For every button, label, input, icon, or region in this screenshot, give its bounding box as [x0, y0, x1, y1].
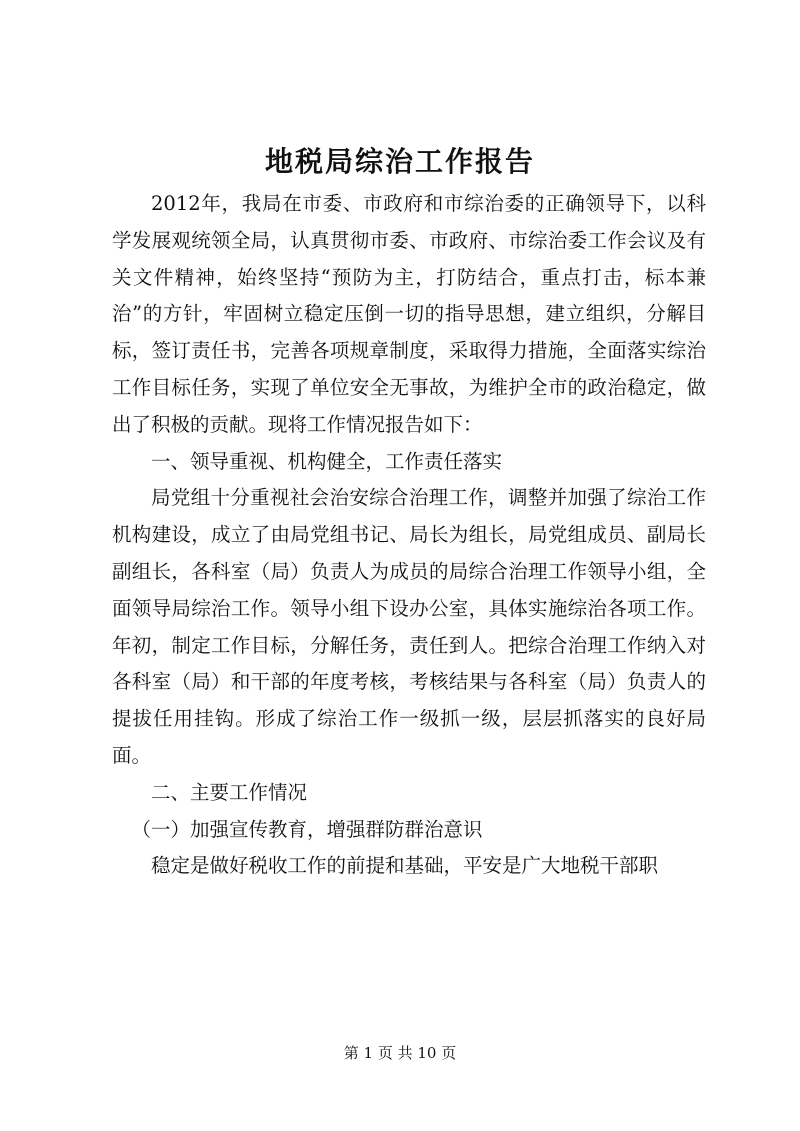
intro-paragraph: 2012年，我局在市委、市政府和市综治委的正确领导下，以科学发展观统领全局，认真贯彻市委、市政府、市综治委工作会议及有关文件精神，始终坚持“预防为主，打防结合，重点打击，标本兼治”的方针，牢固树立稳定压倒一切的指导思想，建立组织，分解目标，签订责任书，完善各项规章制度，采取得力措施，全面落实综治工作目标任务，实现了单位安全无事故，为维护全市的政治稳定，做出了积极的贡献。现将工作情况报告如下：	[112, 192, 706, 436]
document-body	[112, 186, 706, 885]
section-heading-1: 一、领导重视、机构健全，工作责任落实	[151, 449, 503, 473]
section-heading-2: 二、主要工作情况	[151, 780, 308, 804]
section-1-paragraph: 局党组十分重视社会治安综合治理工作，调整并加强了综治工作机构建设，成立了由局党组书记、局长为组长，局党组成员、副局长副组长，各科室（局）负责人为成员的局综合治理工作领导小组，全面领导局综治工作。领导小组下设办公室，具体实施综治各项工作。年初，制定工作目标，分解任务，责任到人。把综合治理工作纳入对各科室（局）和干部的年度考核，考核结果与各科室（局）负责人的提拔任用挂钩。形成了综治工作一级抓一级，层层抓落实的良好局面。	[112, 486, 706, 767]
page-footer: 第 1 页 共 10 页	[343, 1044, 457, 1062]
subsection-1-paragraph: 稳定是做好税收工作的前提和基础，平安是广大地税干部职	[151, 854, 659, 878]
document-title: 地税局综治工作报告	[264, 145, 535, 178]
subsection-heading-1: （一）加强宣传教育，增强群防群治意识	[131, 817, 483, 841]
